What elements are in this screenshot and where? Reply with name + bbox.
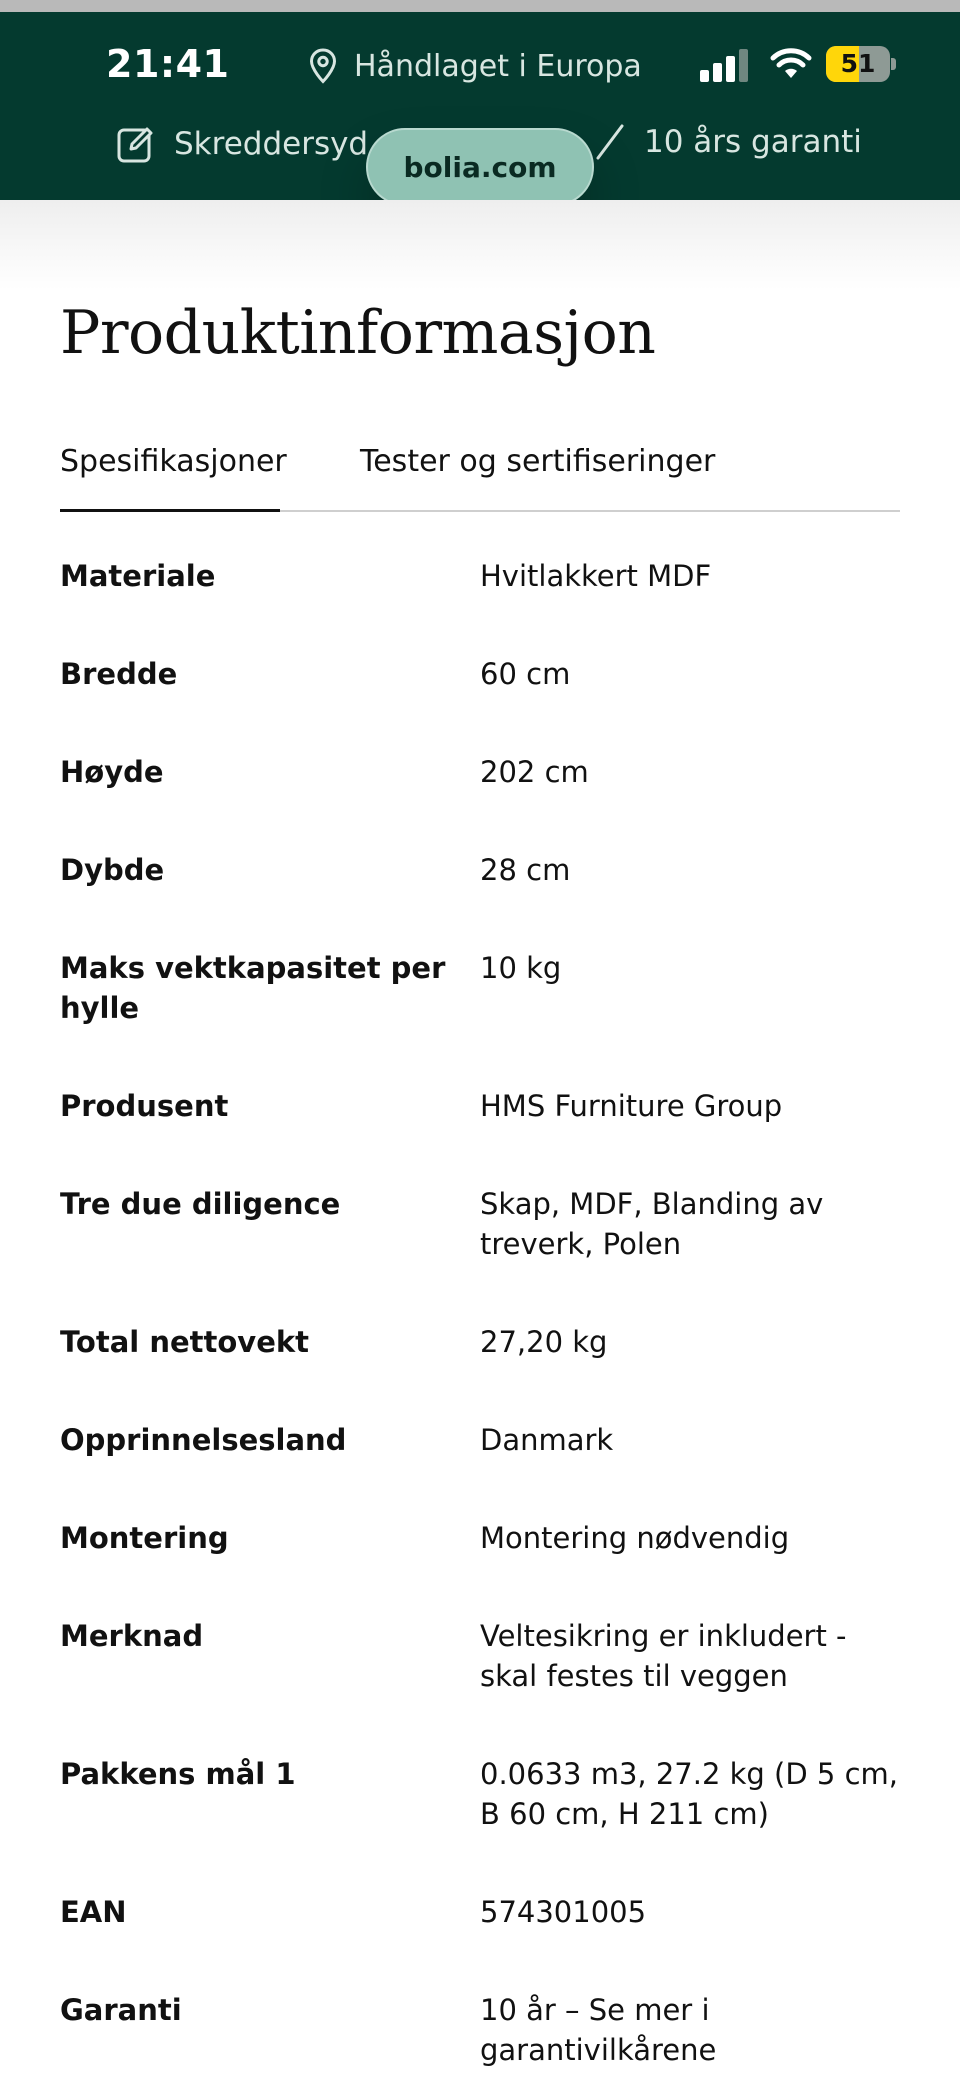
spec-label: EAN xyxy=(60,1895,127,1929)
spec-value: 10 år – Se mer i garantivilkårene xyxy=(480,1993,717,2067)
spec-label: Tre due diligence xyxy=(60,1187,341,1221)
spec-value: 202 cm xyxy=(480,755,589,789)
spec-value: 574301005 xyxy=(480,1895,647,1929)
spec-row xyxy=(60,1892,900,1990)
checkmark-icon xyxy=(596,124,624,160)
spec-label: Montering xyxy=(60,1521,229,1555)
battery-icon xyxy=(826,46,896,82)
spec-row xyxy=(60,654,900,752)
feature-warranty xyxy=(596,124,862,160)
feature-custom-made xyxy=(116,124,368,164)
spec-row xyxy=(60,1184,900,1322)
spec-label: Merknad xyxy=(60,1619,204,1653)
battery-level: 51 xyxy=(840,49,876,78)
spec-label: Materiale xyxy=(60,559,216,593)
spec-row xyxy=(60,1754,900,1892)
spec-label: Produsent xyxy=(60,1089,229,1123)
spec-row xyxy=(60,850,900,948)
spec-value: HMS Furniture Group xyxy=(480,1089,783,1123)
spec-value: 60 cm xyxy=(480,657,571,691)
spec-label: Opprinnelsesland xyxy=(60,1423,347,1457)
spec-label: Høyde xyxy=(60,755,164,789)
feature-right-text: 10 års garanti xyxy=(644,124,862,160)
spec-value: Hvitlakkert MDF xyxy=(480,559,712,593)
site-header xyxy=(0,12,960,200)
spec-value: 27,20 kg xyxy=(480,1325,608,1359)
spec-row xyxy=(60,948,900,1086)
spec-label: Maks vektkapasitet per hylle xyxy=(60,951,446,1025)
spec-label: Total nettovekt xyxy=(60,1325,310,1359)
spec-label: Dybde xyxy=(60,853,165,887)
page-title: Produktinformasjon xyxy=(60,298,656,368)
browser-top-edge xyxy=(0,0,960,12)
spec-label: Garanti xyxy=(60,1993,182,2027)
spec-row xyxy=(60,1420,900,1518)
spec-row xyxy=(60,556,900,654)
spec-value: Skap, MDF, Blanding av treverk, Polen xyxy=(480,1187,824,1261)
active-tab-indicator xyxy=(60,509,280,512)
tab-bar xyxy=(60,440,900,512)
spec-value: 10 kg xyxy=(480,951,562,985)
tab-specifications[interactable]: Spesifikasjoner xyxy=(60,444,287,479)
wifi-icon xyxy=(770,48,812,80)
spec-value: 0.0633 m3, 27.2 kg (D 5 cm, B 60 cm, H 211 cm) xyxy=(480,1757,898,1831)
header-shadow xyxy=(0,200,960,290)
feature-left-text: Skreddersyd xyxy=(174,126,369,162)
location-pin-icon xyxy=(308,48,338,84)
spec-row xyxy=(60,1990,900,2078)
edit-pencil-icon xyxy=(116,124,156,164)
spec-value: 28 cm xyxy=(480,853,571,887)
spec-row xyxy=(60,1322,900,1420)
spec-row xyxy=(60,752,900,850)
spec-label: Bredde xyxy=(60,657,178,691)
spec-value: Danmark xyxy=(480,1423,614,1457)
spec-row xyxy=(60,1518,900,1616)
url-pill-button[interactable]: bolia.com xyxy=(366,128,594,206)
spec-label: Pakkens mål 1 xyxy=(60,1757,296,1791)
spec-row xyxy=(60,1616,900,1754)
spec-row xyxy=(60,1086,900,1184)
location-banner xyxy=(308,48,642,84)
spec-value: Veltesikring er inkludert - skal festes til veggen xyxy=(480,1619,847,1693)
tab-tests-certifications[interactable]: Tester og sertifiseringer xyxy=(360,444,716,479)
location-text: Håndlaget i Europa xyxy=(354,48,642,84)
spec-value: Montering nødvendig xyxy=(480,1521,790,1555)
specifications-list xyxy=(60,556,900,2078)
cellular-signal-icon xyxy=(700,48,752,82)
status-time: 21:41 xyxy=(106,42,230,86)
